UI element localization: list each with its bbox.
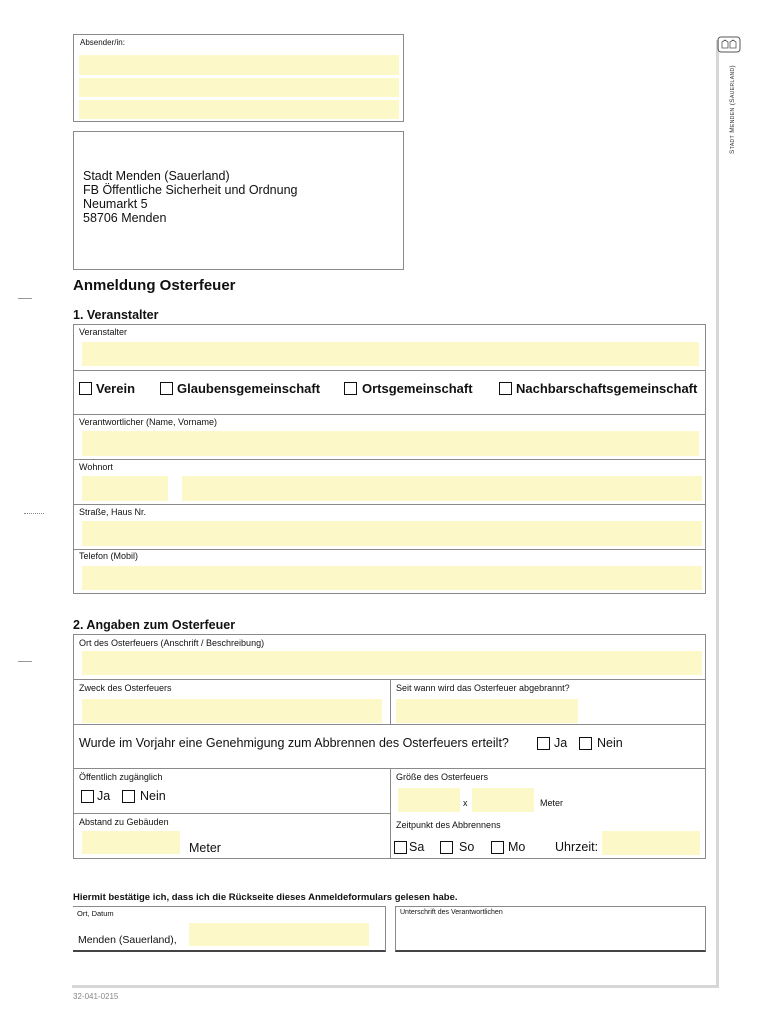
uhrzeit-field[interactable]	[602, 831, 700, 855]
row-divider	[74, 370, 705, 371]
seit-field[interactable]	[396, 699, 578, 723]
form-number: 32-041-0215	[73, 992, 119, 1001]
checkbox-so[interactable]	[440, 841, 453, 854]
row-divider	[74, 504, 705, 505]
page-edge-bottom	[72, 985, 719, 988]
verantwortlicher-label: Verantwortlicher (Name, Vorname)	[79, 417, 218, 427]
form-title: Anmeldung Osterfeuer	[73, 277, 236, 294]
page-edge-right	[716, 40, 719, 988]
zweck-field[interactable]	[82, 699, 382, 723]
label-so: So	[459, 840, 475, 854]
sender-field-2[interactable]	[79, 78, 399, 97]
row-divider	[74, 459, 705, 460]
checkbox-sa[interactable]	[394, 841, 407, 854]
recipient-line-4: 58706 Menden	[83, 211, 167, 225]
checkbox-nachbarschaftsgemeinschaft[interactable]	[499, 382, 512, 395]
groesse-label: Größe des Osterfeuers	[396, 772, 489, 782]
strasse-field[interactable]	[82, 521, 702, 546]
ort-datum-label: Ort, Datum	[77, 909, 114, 918]
groesse-field-2[interactable]	[472, 788, 534, 812]
abstand-field[interactable]	[82, 831, 180, 854]
confirmation-text: Hiermit bestätige ich, dass ich die Rückseite dieses Anmeldeformulars gelesen habe.	[73, 892, 458, 903]
checkbox-oeffentlich-nein[interactable]	[122, 790, 135, 803]
ort-label: Ort des Osterfeuers (Anschrift / Beschreibung)	[79, 638, 265, 648]
section1-table	[73, 324, 706, 594]
recipient-line-2: FB Öffentliche Sicherheit und Ordnung	[83, 183, 298, 197]
checkbox-ortsgemeinschaft[interactable]	[344, 382, 357, 395]
telefon-label: Telefon (Mobil)	[79, 551, 139, 561]
wohnort-field[interactable]	[182, 476, 702, 501]
wohnort-label: Wohnort	[79, 462, 113, 472]
datum-field[interactable]	[189, 923, 369, 946]
abstand-label: Abstand zu Gebäuden	[79, 817, 169, 827]
abstand-unit: Meter	[189, 841, 221, 855]
recipient-box	[73, 131, 404, 270]
sender-field-1[interactable]	[79, 55, 399, 75]
checkbox-vorjahr-ja[interactable]	[537, 737, 550, 750]
label-vorjahr-nein: Nein	[597, 736, 623, 750]
unterschrift-label: Unterschrift des Verantwortlichen	[400, 909, 503, 916]
section2-heading: 2. Angaben zum Osterfeuer	[73, 618, 236, 632]
telefon-field[interactable]	[82, 566, 702, 590]
label-sa: Sa	[409, 840, 425, 854]
zweck-label: Zweck des Osterfeuers	[79, 683, 172, 693]
strasse-label: Straße, Haus Nr.	[79, 507, 147, 517]
label-glaubensgemeinschaft: Glaubensgemeinschaft	[177, 381, 321, 396]
section1-heading: 1. Veranstalter	[73, 308, 159, 322]
sender-field-3[interactable]	[79, 100, 399, 119]
ort-datum-box	[73, 906, 386, 952]
groesse-field-1[interactable]	[398, 788, 460, 812]
label-verein: Verein	[96, 381, 136, 396]
zeitpunkt-label: Zeitpunkt des Abbrennens	[396, 820, 501, 830]
groesse-times: x	[463, 798, 468, 808]
row-divider	[74, 549, 705, 550]
checkbox-mo[interactable]	[491, 841, 504, 854]
checkbox-vorjahr-nein[interactable]	[579, 737, 592, 750]
ort-value: Menden (Sauerland),	[78, 934, 177, 946]
unterschrift-box[interactable]	[395, 906, 706, 952]
label-oeffentlich-ja: Ja	[97, 789, 111, 803]
recipient-line-3: Neumarkt 5	[83, 197, 148, 211]
uhrzeit-label: Uhrzeit:	[555, 840, 599, 854]
fold-mark-top	[18, 298, 32, 299]
verantwortlicher-field[interactable]	[82, 431, 699, 456]
col-divider	[390, 679, 391, 724]
label-mo: Mo	[508, 840, 526, 854]
label-nachbarschaftsgemeinschaft: Nachbarschaftsgemeinschaft	[516, 381, 698, 396]
vorjahr-question: Wurde im Vorjahr eine Genehmigung zum Abbrennen des Osterfeuers erteilt?	[79, 736, 509, 750]
label-vorjahr-ja: Ja	[554, 736, 568, 750]
sender-label: Absender/in:	[80, 38, 125, 47]
fold-mark-bottom	[18, 661, 32, 662]
label-ortsgemeinschaft: Ortsgemeinschaft	[362, 381, 473, 396]
seit-label: Seit wann wird das Osterfeuer abgebrannt?	[396, 683, 570, 693]
checkbox-glaubensgemeinschaft[interactable]	[160, 382, 173, 395]
groesse-unit: Meter	[540, 798, 564, 808]
section2-table	[73, 634, 706, 859]
veranstalter-field[interactable]	[82, 342, 699, 366]
recipient-line-1: Stadt Menden (Sauerland)	[83, 169, 230, 183]
row-divider	[74, 414, 705, 415]
punch-mark	[24, 513, 44, 514]
plz-field[interactable]	[82, 476, 168, 501]
col-divider	[390, 768, 391, 858]
city-logo	[717, 36, 741, 53]
row-divider	[74, 724, 705, 725]
ort-field[interactable]	[82, 651, 702, 675]
oeffentlich-label: Öffentlich zugänglich	[79, 772, 163, 782]
checkbox-oeffentlich-ja[interactable]	[81, 790, 94, 803]
row-divider	[74, 813, 390, 814]
veranstalter-label: Veranstalter	[79, 327, 128, 337]
label-oeffentlich-nein: Nein	[140, 789, 166, 803]
checkbox-verein[interactable]	[79, 382, 92, 395]
sender-box	[73, 34, 404, 122]
